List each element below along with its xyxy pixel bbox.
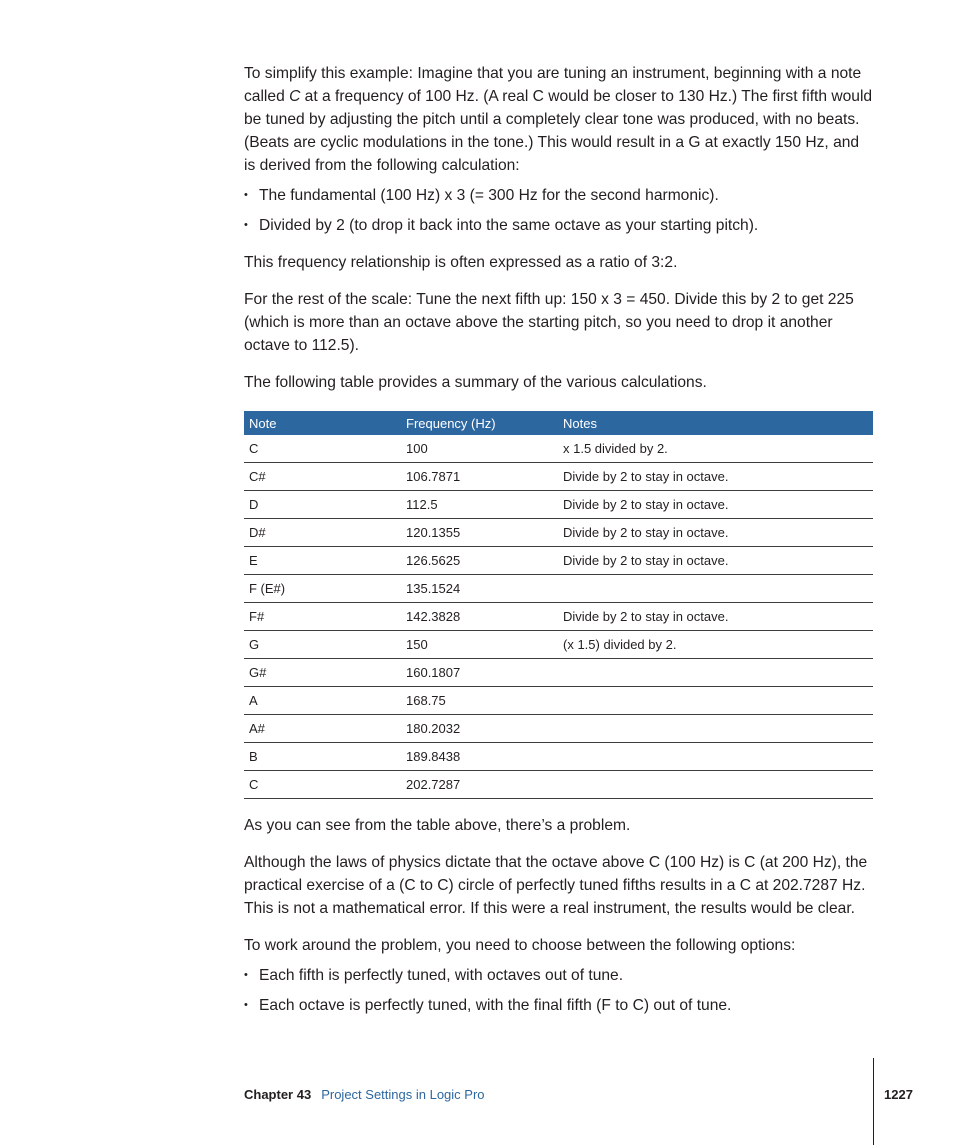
problem-paragraph: As you can see from the table above, there’s a problem.: [244, 817, 631, 834]
calculation-list: [244, 184, 874, 237]
table-header-row: [244, 411, 873, 435]
table-row: [244, 659, 873, 687]
list-item: • The fundamental (100 Hz) x 3 (= 300 Hz for the second harmonic).: [244, 184, 874, 207]
cell-frequency: 180.2032: [401, 715, 558, 743]
footer-divider: [873, 1058, 874, 1145]
cell-note: A#: [244, 715, 401, 743]
table-row: [244, 575, 873, 603]
scale-paragraph: For the rest of the scale: Tune the next fifth up: 150 x 3 = 450. Divide this by 2 to get 225 (which is more than an octave above the starting pitch, so you need to drop it another octave to 112.5).: [244, 291, 854, 354]
cell-frequency: 135.1524: [401, 575, 558, 603]
cell-note: C: [244, 435, 401, 463]
cell-note: B: [244, 743, 401, 771]
table-intro-paragraph: The following table provides a summary of the various calculations.: [244, 374, 707, 391]
cell-frequency: 202.7287: [401, 771, 558, 799]
intro-text-a: To simplify this example: Imagine that you are tuning an instrument, beginning with a note called: [244, 65, 862, 105]
cell-notes: Divide by 2 to stay in octave.: [558, 603, 873, 631]
header-note: Note: [244, 411, 401, 435]
ratio-paragraph: This frequency relationship is often expressed as a ratio of 3:2.: [244, 254, 678, 271]
page-number: 1227: [884, 1087, 913, 1102]
cell-note: F#: [244, 603, 401, 631]
cell-frequency: 126.5625: [401, 547, 558, 575]
intro-text-b: at a frequency of 100 Hz. (A real C would be closer to 130 Hz.) The first fifth would be tuned by adjusting the pitch until a completely clear tone was produced, with no beats. (Beats are cyclic modulations in the tone.) This would result in a G at exactly 150 Hz, and is derived from the following calculation:: [244, 88, 873, 174]
chapter-label: Chapter 43: [244, 1087, 312, 1102]
intro-paragraph: [244, 62, 874, 177]
chapter-title-link[interactable]: Project Settings in Logic Pro: [321, 1087, 485, 1102]
cell-notes: Divide by 2 to stay in octave.: [558, 491, 873, 519]
cell-note: D: [244, 491, 401, 519]
table-row: [244, 519, 873, 547]
cell-notes: [558, 771, 873, 799]
cell-notes: Divide by 2 to stay in octave.: [558, 547, 873, 575]
table-row: [244, 631, 873, 659]
note-name-c: C: [289, 88, 301, 105]
cell-note: F (E#): [244, 575, 401, 603]
table-row: [244, 435, 873, 463]
physics-paragraph: Although the laws of physics dictate that the octave above C (100 Hz) is C (at 200 Hz), the practical exercise of a (C to C) circle of perfectly tuned fifths results in a C at 202.7287 Hz. This is not a mathematical error. If this were a real instrument, the results would be clear.: [244, 854, 868, 917]
table-row: [244, 743, 873, 771]
cell-frequency: 120.1355: [401, 519, 558, 547]
table-row: [244, 603, 873, 631]
cell-note: A: [244, 687, 401, 715]
table-row: [244, 715, 873, 743]
cell-frequency: 106.7871: [401, 463, 558, 491]
cell-note: G#: [244, 659, 401, 687]
cell-note: E: [244, 547, 401, 575]
cell-frequency: 112.5: [401, 491, 558, 519]
cell-note: D#: [244, 519, 401, 547]
cell-frequency: 168.75: [401, 687, 558, 715]
table-row: [244, 771, 873, 799]
options-paragraph: To work around the problem, you need to choose between the following options:: [244, 937, 796, 954]
page-footer: [244, 1087, 485, 1102]
cell-notes: [558, 575, 873, 603]
cell-notes: x 1.5 divided by 2.: [558, 435, 873, 463]
options-list: [244, 964, 874, 1017]
page-content: [244, 62, 874, 1017]
cell-note: C#: [244, 463, 401, 491]
cell-frequency: 100: [401, 435, 558, 463]
cell-frequency: 150: [401, 631, 558, 659]
cell-frequency: 142.3828: [401, 603, 558, 631]
cell-notes: Divide by 2 to stay in octave.: [558, 519, 873, 547]
cell-notes: [558, 743, 873, 771]
list-item: • Each octave is perfectly tuned, with the final fifth (F to C) out of tune.: [244, 994, 874, 1017]
cell-notes: Divide by 2 to stay in octave.: [558, 463, 873, 491]
cell-notes: [558, 715, 873, 743]
cell-notes: [558, 659, 873, 687]
table-row: [244, 687, 873, 715]
table-row: [244, 463, 873, 491]
header-frequency: Frequency (Hz): [401, 411, 558, 435]
header-notes: Notes: [558, 411, 873, 435]
cell-notes: (x 1.5) divided by 2.: [558, 631, 873, 659]
cell-frequency: 160.1807: [401, 659, 558, 687]
list-item: • Each fifth is perfectly tuned, with octaves out of tune.: [244, 964, 874, 987]
cell-notes: [558, 687, 873, 715]
list-item: • Divided by 2 (to drop it back into the same octave as your starting pitch).: [244, 214, 874, 237]
cell-note: G: [244, 631, 401, 659]
frequency-table: [244, 411, 873, 799]
cell-note: C: [244, 771, 401, 799]
cell-frequency: 189.8438: [401, 743, 558, 771]
table-row: [244, 547, 873, 575]
table-row: [244, 491, 873, 519]
